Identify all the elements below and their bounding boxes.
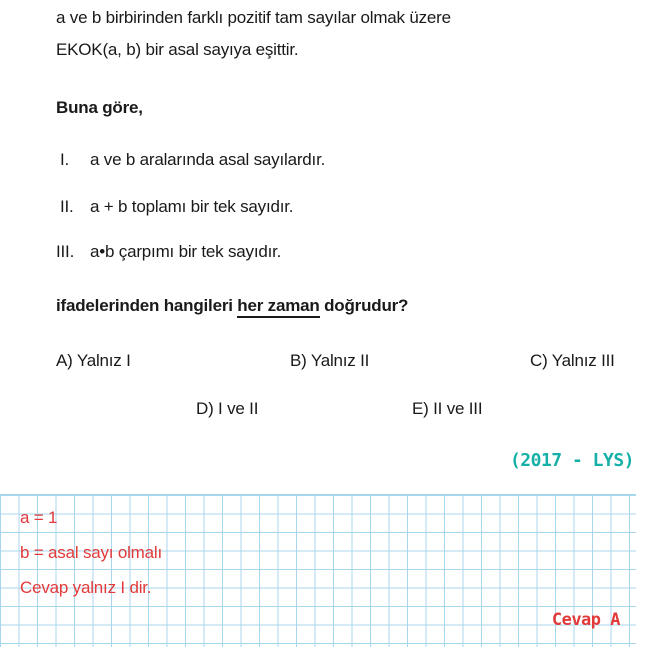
- statement-number: I.: [60, 150, 70, 169]
- option-d[interactable]: D) I ve II: [196, 399, 259, 418]
- solution-note-3: Cevap yalnız I dir.: [20, 578, 152, 597]
- option-b[interactable]: B) Yalnız II: [290, 351, 370, 370]
- exam-source: (2017 - LYS): [509, 450, 634, 471]
- lead-in: Buna göre,: [56, 98, 143, 117]
- option-c[interactable]: C) Yalnız III: [530, 351, 615, 370]
- statement-1: [60, 150, 325, 170]
- statement-text: a•b çarpımı bir tek sayıdır.: [90, 242, 282, 261]
- prompt-emphasis: her zaman: [237, 296, 319, 318]
- premise-line-2: EKOK(a, b) bir asal sayıya eşittir.: [56, 40, 299, 59]
- statement-3: [56, 242, 281, 262]
- statement-text: a ve b aralarında asal sayılardır.: [90, 150, 326, 169]
- statement-text: a + b toplamı bir tek sayıdır.: [90, 197, 294, 216]
- solution-note-2: b = asal sayı olmalı: [20, 543, 162, 562]
- question-prompt: [56, 296, 408, 316]
- statement-2: [60, 197, 293, 217]
- prompt-before: ifadelerinden hangileri: [56, 296, 238, 315]
- solution-note-1: a = 1: [20, 508, 58, 527]
- option-e[interactable]: E) II ve III: [412, 399, 483, 418]
- final-answer: Cevap A: [551, 610, 620, 630]
- prompt-after: doğrudur?: [319, 296, 409, 315]
- statement-number: III.: [56, 242, 75, 261]
- statement-number: II.: [60, 197, 74, 216]
- premise-line-1: a ve b birbirinden farklı pozitif tam sayılar olmak üzere: [56, 8, 451, 27]
- solution-grid: [0, 494, 636, 647]
- option-a[interactable]: A) Yalnız I: [56, 351, 131, 370]
